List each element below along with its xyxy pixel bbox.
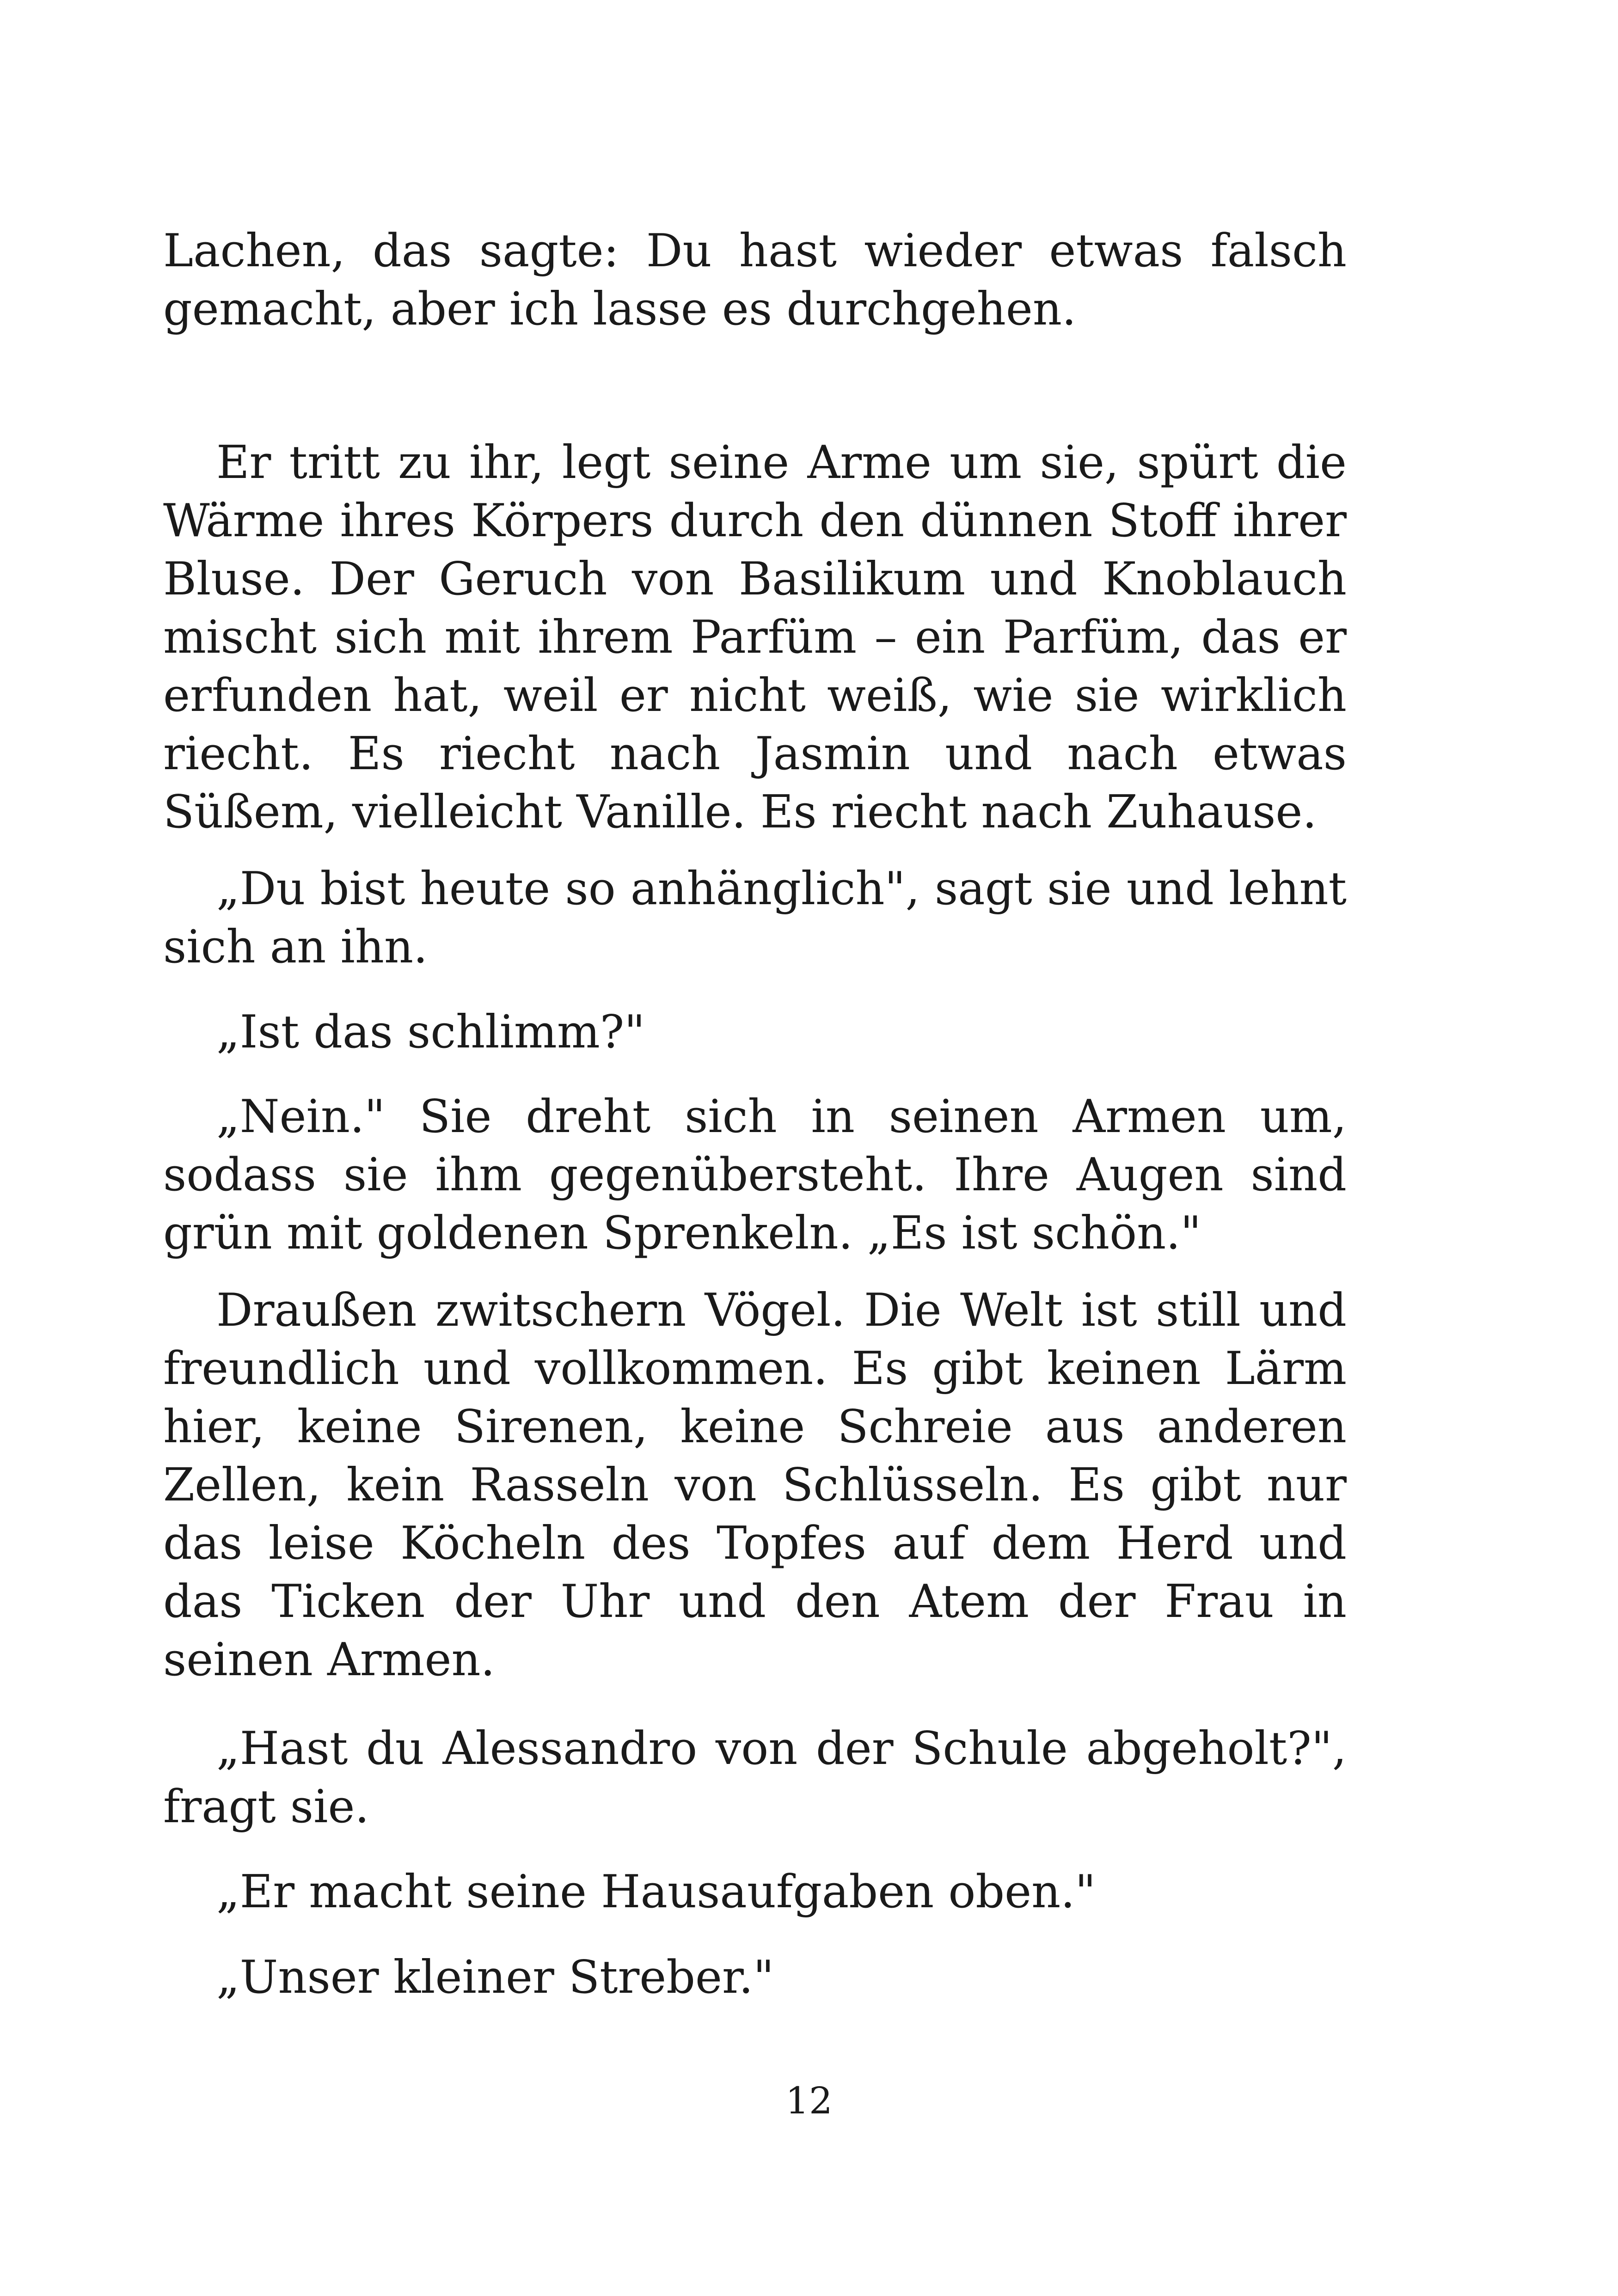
paragraph-dialogue-school: „Hast du Alessandro von der Schule abgeholt?", fragt sie. [163, 1722, 1347, 1833]
paragraph-dialogue-homework: „Er macht seine Hausaufgaben oben." [216, 1866, 1096, 1918]
paragraph-embrace: Er tritt zu ihr, legt seine Arme um sie, spürt die Wärme ihres Körpers durch den dünnen Stoff ihrer Bluse. Der Geruch von Basilikum und Knoblauch mischt sich mit ihrem Parfüm – ein Parfüm, das er erfunden hat, weil er nicht weiß, wie sie wirklich riecht. Es riecht nach Jasmin und nach etwas Süßem, vielleicht Vanille. Es riecht nach Zuhause. [163, 436, 1347, 839]
page-number: 12 [785, 2079, 833, 2122]
paragraph-continuation: Lachen, das sagte: Du hast wieder etwas falsch gemacht, aber ich lasse es durchgehen. [163, 225, 1347, 336]
paragraph-dialogue-clingy: „Du bist heute so anhänglich", sagt sie und lehnt sich an ihn. [163, 863, 1347, 974]
paragraph-outside: Draußen zwitschern Vögel. Die Welt ist still und freundlich und vollkommen. Es gibt keinen Lärm hier, keine Sirenen, keine Schreie aus anderen Zellen, kein Rasseln von Schlüsseln. Es gibt nur das leise Köcheln des Topfes auf dem Herd und das Ticken der Uhr und den Atem der Frau in seinen Armen. [163, 1284, 1347, 1686]
paragraph-dialogue-answer: „Nein." Sie dreht sich in seinen Armen um, sodass sie ihm gegenübersteht. Ihre Augen sind grün mit goldenen Sprenkeln. „Es ist schön." [163, 1090, 1347, 1260]
paragraph-dialogue-streber: „Unser kleiner Streber." [216, 1951, 774, 2004]
paragraph-dialogue-question: „Ist das schlimm?" [216, 1006, 645, 1059]
